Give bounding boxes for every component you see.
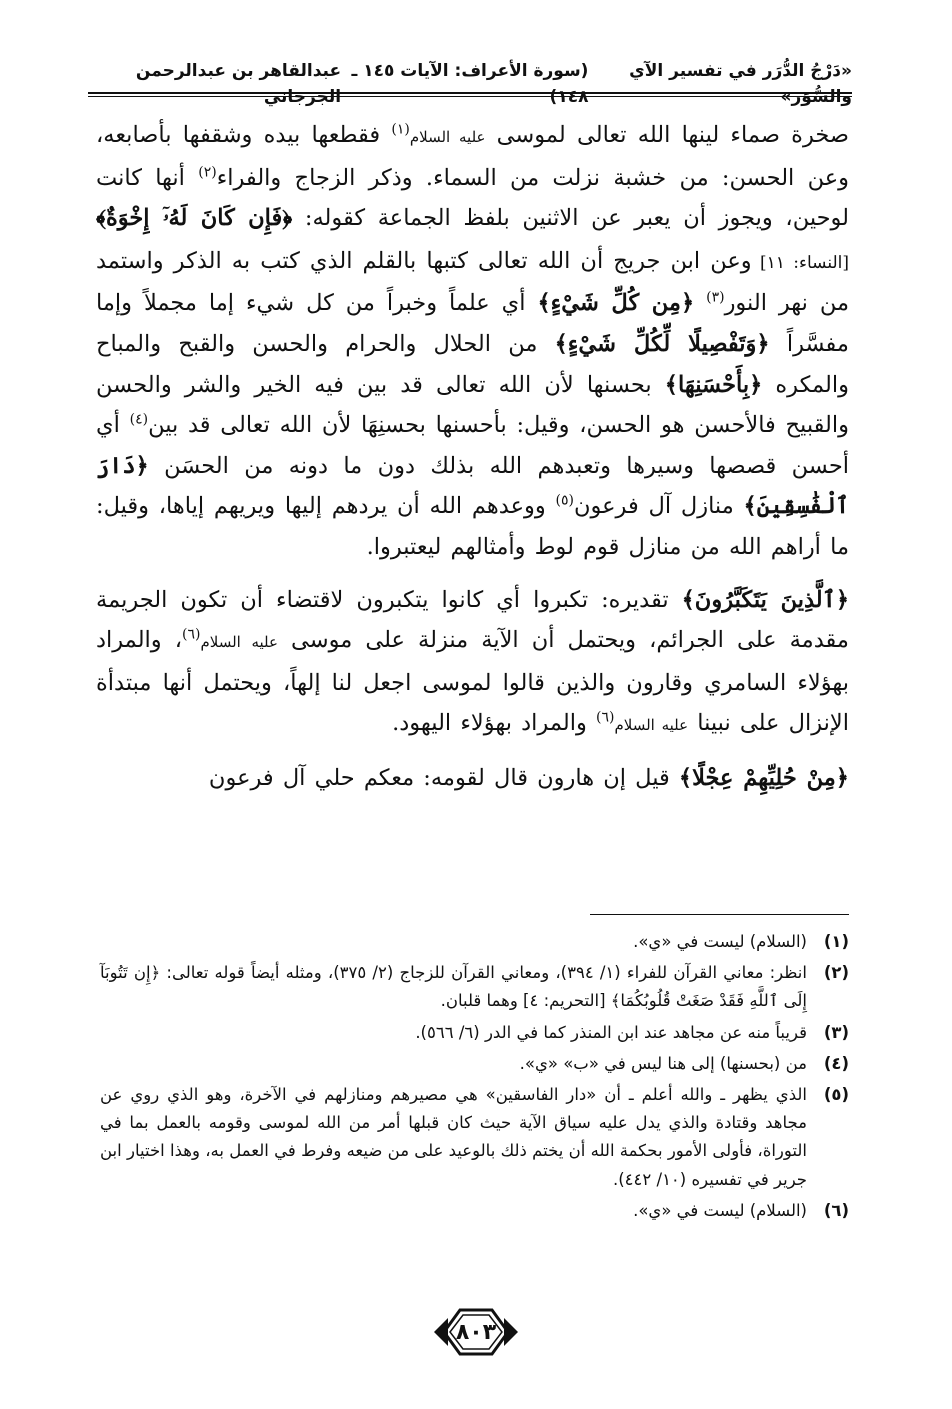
quran-quote: ﴿ٱلَّذِينَ يَتَكَبَّرُونَ﴾	[681, 586, 850, 613]
running-header	[88, 58, 852, 110]
text-run: والمراد بهؤلاء اليهود.	[392, 710, 596, 737]
honorific-ligature: عليه السلام	[409, 128, 486, 146]
footnote-ref: (٤)	[129, 411, 149, 428]
quran-quote: ﴿فَإِن كَانَ لَهُۥٓ إِخْوَةٌ﴾	[96, 205, 293, 232]
quran-quote: ﴿وَتَفْصِيلًا لِّكُلِّ شَيْءٍ﴾	[554, 330, 770, 357]
text-run: من الحلال والحرام والحسن والقبح والمباح والمكره	[96, 330, 849, 398]
text-run: فقطعها بيده وشقفها بأصابعه، وعن الحسن: من خشبة نزلت من السماء. وذكر الزجاج والفراء	[96, 122, 849, 191]
footnote-number: (١)	[823, 932, 849, 951]
footnote-text: قريباً منه عن مجاهد عند ابن المنذر كما في الدر (٦/ ٥٦٦).	[415, 1022, 807, 1042]
footnote-number: (٦)	[823, 1200, 849, 1220]
main-text	[96, 115, 849, 799]
text-run: قيل إن هارون قال لقومه: معكم حلي آل فرعون	[208, 764, 679, 791]
honorific-ligature: عليه السلام	[200, 633, 278, 652]
footnote-5	[100, 1081, 849, 1194]
footnote-1	[100, 928, 849, 956]
text-run: صخرة صماء لينها الله تعالى لموسى	[485, 122, 850, 148]
text-run: أنها كانت لوحين، ويجوز أن يعبر عن الاثنين بلفظ الجماعة كقوله:	[96, 164, 849, 232]
footnote-text: انظر: معاني القرآن للفراء (١/ ٣٩٤)، ومعاني القرآن للزجاج (٢/ ٣٧٥)، ومثله أيضاً قوله تعالى: ﴿إِن تَتُوبَآ إِلَى ٱللَّهِ فَقَدْ صَغَتْ قُلُوبُكُمَا﴾ [التحريم: ٤] وهما قلبان.	[100, 963, 807, 1011]
footnotes	[100, 928, 849, 1228]
paragraph-3	[96, 758, 849, 799]
footnote-ref: (٥)	[555, 492, 574, 509]
text-run: ووعدهم الله أن يردهم إليها ويريهم إياها، وقيل: ما أراهم الله من منازل قوم لوط وأمثالهم ليعتبروا.	[96, 493, 849, 560]
header-section: (سورة الأعراف: الآيات ١٤٥ ـ ١٤٨)	[351, 61, 589, 107]
paragraph-2	[96, 580, 849, 746]
text-run: أي أحسن قصصها وسيرها وتعبدهم الله بذلك دون ما دونه من الحسَن	[96, 412, 849, 479]
honorific-ligature: عليه السلام	[614, 716, 689, 735]
header-book-title: «دَرْجُ الدُّرَر في تفسير الآي والسُّوَر»	[629, 61, 852, 107]
quran-quote: ﴿مِنْ حُلِيِّهِمْ عِجْلًا﴾	[678, 764, 849, 791]
footnote-ref: (٦)	[181, 626, 201, 643]
footnote-3	[100, 1019, 849, 1047]
header-rule-thin	[88, 96, 852, 97]
text-run: ، والمراد بهؤلاء السامري وقارون والذين قالوا لموسى اجعل لنا إلهاً، ويحتمل أنها مبتدأة الإنزال على نبينا	[96, 627, 849, 737]
footnote-text: (السلام) ليست في «ي».	[633, 932, 807, 951]
text-run: تقديره: تكبروا أي كانوا يتكبرون لاقتضاء أن تكون الجريمة مقدمة على الجرائم، ويحتمل أن الآية منزلة على موسى	[96, 586, 849, 654]
footnote-4	[100, 1050, 849, 1078]
footnote-6	[100, 1197, 849, 1225]
footnote-ref: (٦)	[595, 709, 615, 726]
footnote-text: من (بحسنها) إلى هنا ليس في «ب» «ي».	[519, 1053, 807, 1073]
text-run: بحسنها لأن الله تعالى قد بين فيه الخير والشر والحسن والقبيح فالأحسن هو الحسن، وقيل: بأحسنها بحسنِهَا لأن الله تعالى قد بين	[96, 371, 849, 439]
footnote-ref: (١)	[391, 121, 410, 138]
text-run: أي علماً وخبراً من كل شيء إما مجملاً وإما مفسَّراً	[96, 290, 849, 357]
quran-quote: ﴿بِأَحْسَنِهَا﴾	[664, 371, 763, 398]
text-run	[694, 290, 706, 316]
quran-quote: ﴿دَارَ ٱلْفَٰسِقِينَ﴾	[96, 452, 849, 520]
page-number: ٨٠٣	[455, 1319, 497, 1345]
footnote-2	[100, 959, 849, 1015]
footnote-ref: (٢)	[198, 164, 217, 181]
paragraph-1	[96, 115, 849, 568]
footnote-number: (٥)	[823, 1085, 849, 1105]
footnote-number: (٢)	[823, 963, 849, 983]
footnote-number: (٣)	[823, 1022, 849, 1042]
header-rule	[88, 92, 852, 94]
footnote-number: (٤)	[823, 1053, 849, 1073]
text-run: وعن ابن جريج أن الله تعالى كتبها بالقلم الذي كتب به الذكر واستمد من نهر النور	[96, 247, 850, 317]
footnote-rule	[590, 914, 849, 915]
quran-quote: ﴿مِن كُلِّ شَيْءٍ﴾	[537, 290, 695, 317]
footnote-ref: (٣)	[706, 289, 725, 306]
quran-citation: [النساء: ١١]	[751, 252, 849, 273]
footnote-text: الذي يظهر ـ والله أعلم ـ أن «دار الفاسقين» هي مصيرهم ومنازلهم في الآخرة، وهو الذي روي عن مجاهد وقتادة والذي يدل عليه سياق الآية حيث كان قبلها أمر من الله لموسى وقومه بالعمل بما في التوراة، فأولى الأمور بحكمة الله أن يختم ذلك بالوعيد على من ضيعه وفرط في العمل به، وهذا اختيار ابن جرير في تفسيره (١٠/ ٤٤٢).	[100, 1085, 807, 1189]
footnote-text: (السلام) ليست في «ي».	[633, 1200, 807, 1220]
text-run: منازل آل فرعون	[573, 493, 744, 520]
header-author: عبدالقاهر بن عبدالرحمن الجرجاني	[135, 61, 342, 107]
page-number-ornament	[430, 1306, 522, 1358]
